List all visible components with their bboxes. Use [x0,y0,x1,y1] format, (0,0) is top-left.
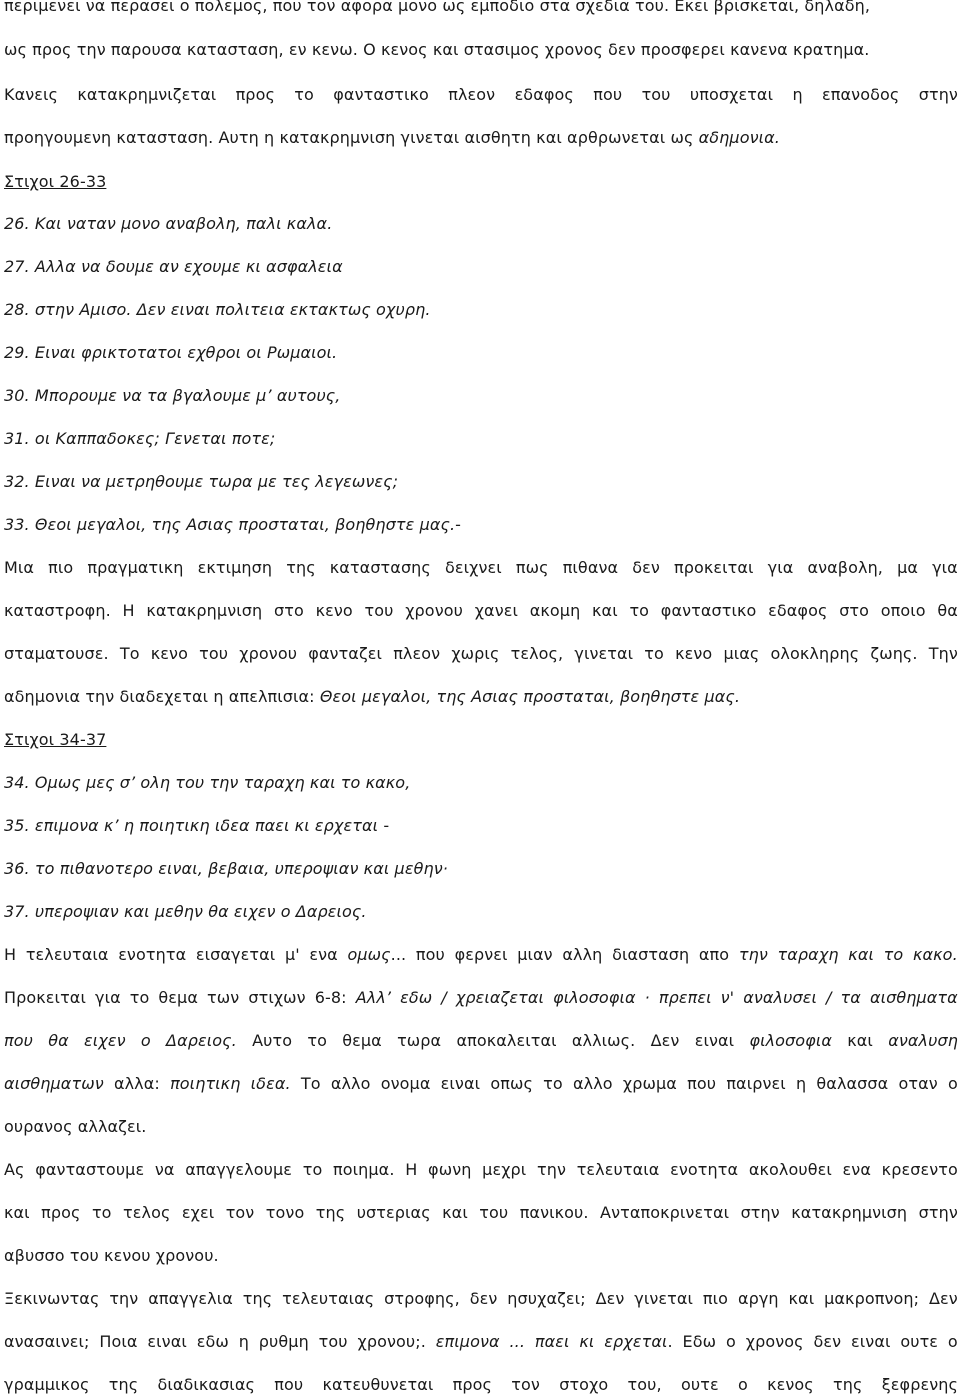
verse-line: 27. Αλλα να δουμε αν εχουμε κι ασφαλεια [4,257,343,276]
paragraph-line: που θα ειχεν ο Δαρειος. Αυτο το θεμα τωρα αποκαλειται αλλιως. Δεν ειναι φιλοσοφια και αναλυση [4,1031,958,1050]
paragraph-line: Ξεκινωντας την απαγγελια της τελευταιας στροφης, δεν ησυχαζει; Δεν γινεται πιο αργη και μακροπνοη; Δεν [4,1289,958,1308]
verse-line: 28. στην Αμισο. Δεν ειναι πολιτεια εκτακτως οχυρη. [4,300,431,319]
verse-line: 35. επιμονα κ’ η ποιητικη ιδεα παει κι ερχεται - [4,816,390,835]
verse-line: 26. Και ναταν μονο αναβολη, παλι καλα. [4,214,333,233]
verse-line: 31. οι Καππαδοκες; Γενεται ποτε; [4,429,276,448]
paragraph-line: ανασαινει; Ποια ειναι εδω η ρυθμη του χρονου;. επιμονα ... παει κι ερχεται. Εδω ο χρονος δεν ειναι ουτε ο [4,1332,958,1351]
paragraph-line: σταματουσε. Το κενο του χρονου φανταζει πλεον χωρις τελος, γινεται το κενο μιας ολοκληρης ζωης. Την [4,644,958,663]
paragraph-line: Μια πιο πραγματικη εκτιμηση της καταστασης δειχνει πως πιθανα δεν προκειται για αναβολη, μα για [4,558,958,577]
paragraph-line: Κανεις κατακρημνιζεται προς το φανταστικο πλεον εδαφος που του υποσχεται η επανοδος στην [4,85,958,104]
paragraph-line: γραμμικος της διαδικασιας που κατευθυνεται προς τον στοχο του, ουτε ο κενος της ξεφρενης [4,1375,958,1394]
text-segment: περιμενει να περασει ο πολεμος, που τον αφορα μονο ως εμποδιο στα σχεδια του. Εκει βρισκεται, δηλαδη, [4,0,871,15]
paragraph-line: αισθηματων αλλα: ποιητικη ιδεα. Το αλλο ονομα ειναι οπως το αλλο χρωμα που παιρνει η θαλασσα οταν ο [4,1074,958,1093]
paragraph-line: ως προς την παρουσα κατασταση, εν κενω. Ο κενος και στασιμος χρονος δεν προσφερει κανενα κρατημα. [4,40,870,59]
verse-line: 34. Ομως μες σ’ ολη του την ταραχη και το κακο, [4,773,411,792]
paragraph-line [4,0,958,15]
paragraph-line: και προς το τελος εχει τον τονο της υστεριας και του πανικου. Ανταποκρινεται στην κατακρημνιση στην [4,1203,958,1222]
paragraph-line: ουρανος αλλαζει. [4,1117,147,1136]
verse-line: 33. Θεοι μεγαλοι, της Ασιας προσταται, βοηθηστε μας.- [4,515,462,534]
verse-line: 32. Ειναι να μετρηθουμε τωρα με τες λεγεωνες; [4,472,399,491]
paragraph-line: Η τελευταια ενοτητα εισαγεται μ' ενα ομως... που φερνει μιαν αλλη διασταση απο την ταραχη και το κακο. [4,945,958,964]
verse-line: 30. Μπορουμε να τα βγαλουμε μ’ αυτους, [4,386,341,405]
paragraph-line: Προκειται για το θεμα των στιχων 6-8: Αλλ’ εδω / χρειαζεται φιλοσοφια · πρεπει ν' αναλυσει / τα αισθηματα [4,988,958,1007]
paragraph-line: αδημονια την διαδεχεται η απελπισια: Θεοι μεγαλοι, της Ασιας προσταται, βοηθηστε μας. [4,687,741,706]
paragraph-line: αβυσσο του κενου χρονου. [4,1246,219,1265]
paragraph-line: καταστροφη. Η κατακρημνιση στο κενο του χρονου χανει ακομη και το φανταστικο εδαφος στο οποιο θα [4,601,958,620]
paragraph-line: προηγουμενη κατασταση. Αυτη η κατακρημνιση γινεται αισθητη και αρθρωνεται ως αδημονια. [4,128,780,147]
paragraph-line: Ας φανταστουμε να απαγγελουμε το ποιημα. Η φωνη μεχρι την τελευταια ενοτητα ακολουθει ενα κρεσεντο [4,1160,958,1179]
verse-line: 29. Ειναι φρικτοτατοι εχθροι οι Ρωμαιοι. [4,343,338,362]
section-heading: Στιχοι 34-37 [4,730,107,749]
verse-line: 36. το πιθανοτερο ειναι, βεβαια, υπεροψιαν και μεθην· [4,859,448,878]
verse-line: 37. υπεροψιαν και μεθην θα ειχεν ο Δαρειος. [4,902,367,921]
section-heading: Στιχοι 26-33 [4,172,107,191]
